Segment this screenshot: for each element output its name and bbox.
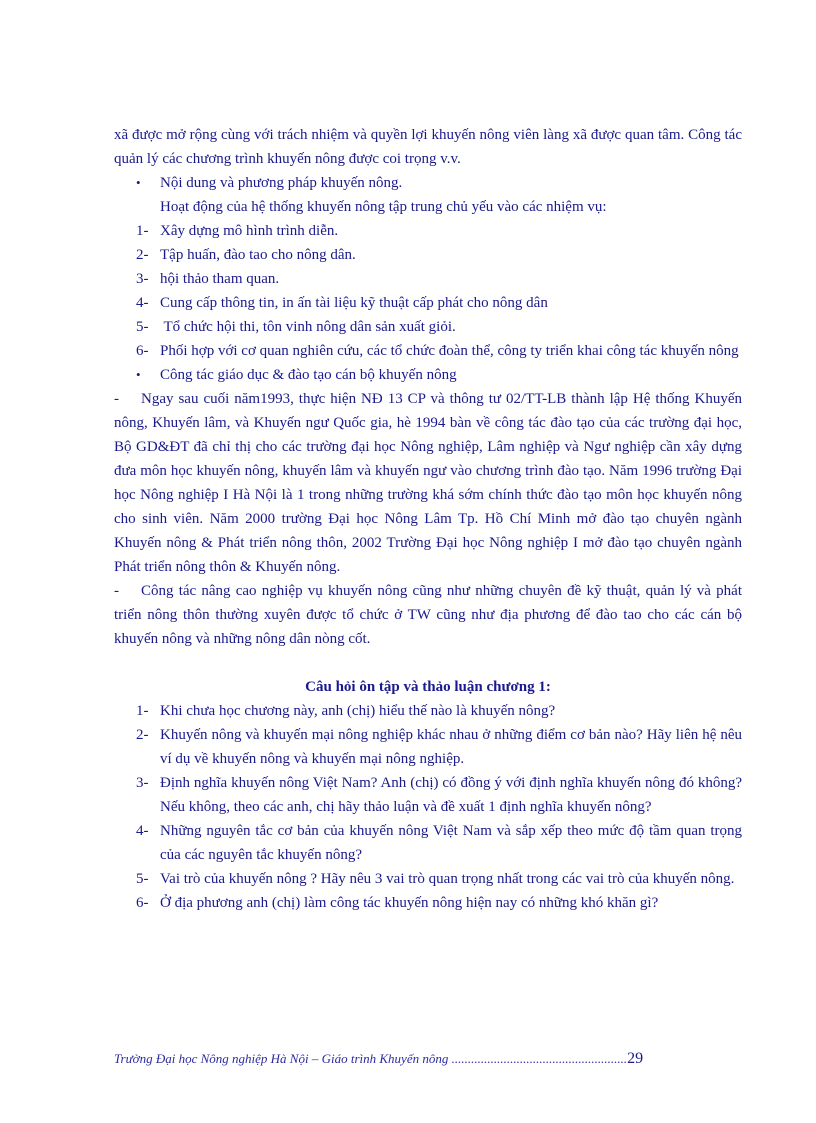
intro-paragraph: xã được mở rộng cùng với trách nhiệm và quyền lợi khuyến nông viên làng xã được quan tâm. Công tác quản lý các chương trình khuyến nông được coi trọng v.v. [114, 127, 742, 167]
paragraph-text: Công tác nâng cao nghiệp vụ khuyến nông cũng như những chuyên đề kỹ thuật, quản lý và phát triển nông thôn thường xuyên được tổ chức ở TW cũng như địa phương để đào tao cho các cán bộ khuyến nông và những nông dân nòng cốt. [114, 583, 742, 647]
paragraph-text: Ngay sau cuối năm1993, thực hiện NĐ 13 CP và thông tư 02/TT-LB thành lập Hệ thống Khuyến nông, Khuyến lâm, và Khuyến ngư Quốc gia, hè 1994 bàn về công tác đào tạo của các trường đại học, Bộ GD&ĐT đã chỉ thị cho các trường đại học Nông nghiệp, Lâm nghiệp và Ngư nghiệp cần xây dựng đưa môn học khuyến nông, khuyến lâm và khuyến ngư vào chương trình đào tạo. Năm 1996 trường Đại học Nông nghiệp I Hà Nội là 1 trong những trường khá sớm chính thức đào tạo môn học khuyến nông cho sinh viên. Năm 2000 trường Đại học Nông Lâm Tp. Hồ Chí Minh mở đào tạo chuyên ngành Khuyến nông & Phát triển nông thôn, 2002 Trường Đại học Nông nghiệp I mở đào tạo chuyên ngành Phát triển nông thôn & Khuyến nông. [114, 391, 742, 575]
page-content [114, 123, 742, 915]
bullet-item [114, 171, 742, 195]
question-item [114, 699, 742, 723]
question-number: 6- [136, 895, 149, 911]
question-text: Định nghĩa khuyến nông Việt Nam? Anh (chị) có đồng ý với định nghĩa khuyến nông đó không? Nếu không, theo các anh, chị hãy thảo luận và đề xuất 1 định nghĩa khuyến nông? [160, 775, 742, 815]
question-number: 5- [136, 871, 149, 887]
bullet-icon: • [136, 175, 141, 190]
dash-marker: - [114, 583, 119, 599]
list-item [114, 267, 742, 291]
training-paragraph [114, 387, 742, 579]
question-number: 1- [136, 703, 149, 719]
skills-paragraph [114, 579, 742, 651]
list-number: 1- [136, 223, 149, 239]
list-number: 3- [136, 271, 149, 287]
question-number: 4- [136, 823, 149, 839]
list-text: Phối hợp với cơ quan nghiên cứu, các tổ chức đoàn thể, công ty triển khai công tác khuyến nông [160, 343, 739, 359]
question-item [114, 891, 742, 915]
dash-marker: - [114, 391, 119, 407]
question-text: Vai trò của khuyến nông ? Hãy nêu 3 vai trò quan trọng nhất trong các vai trò của khuyến nông. [160, 871, 735, 887]
footer-text: Trường Đại học Nông nghiệp Hà Nội – Giáo trình Khuyến nông ...................................................... [114, 1051, 628, 1066]
list-item [114, 243, 742, 267]
bullet-text: Nội dung và phương pháp khuyến nông. [160, 175, 403, 191]
list-text: Tập huấn, đào tao cho nông dân. [160, 247, 356, 263]
question-item [114, 819, 742, 867]
list-text: Tổ chức hội thi, tôn vinh nông dân sản xuất giỏi. [160, 319, 456, 335]
bullet-subtext: Hoạt động của hệ thống khuyến nông tập trung chủ yếu vào các nhiệm vụ: [160, 199, 607, 215]
section-heading: Câu hỏi ôn tập và thảo luận chương 1: [305, 679, 551, 695]
question-item [114, 771, 742, 819]
page-number: 29 [627, 1050, 644, 1067]
list-number: 4- [136, 295, 149, 311]
question-text: Khi chưa học chương này, anh (chị) hiểu thế nào là khuyến nông? [160, 703, 556, 719]
bullet-text: Công tác giáo dục & đào tạo cán bộ khuyến nông [160, 367, 457, 383]
list-number: 5- [136, 319, 149, 335]
list-number: 2- [136, 247, 149, 263]
list-item [114, 219, 742, 243]
question-text: Ở địa phương anh (chị) làm công tác khuyến nông hiện nay có những khó khăn gì? [160, 895, 659, 911]
list-item [114, 291, 742, 315]
question-number: 3- [136, 775, 149, 791]
list-text: Cung cấp thông tin, in ấn tài liệu kỹ thuật cấp phát cho nông dân [160, 295, 548, 311]
page-footer [114, 1050, 694, 1068]
bullet-item [114, 363, 742, 387]
question-item [114, 723, 742, 771]
list-number: 6- [136, 343, 149, 359]
question-number: 2- [136, 727, 149, 743]
list-text: hội thảo tham quan. [160, 271, 280, 287]
bullet-icon: • [136, 367, 141, 382]
question-text: Những nguyên tắc cơ bản của khuyến nông Việt Nam và sắp xếp theo mức độ tầm quan trọng của các nguyên tắc khuyến nông? [160, 823, 742, 863]
question-text: Khuyến nông và khuyến mại nông nghiệp khác nhau ở những điểm cơ bản nào? Hãy liên hệ nêu ví dụ về khuyến nông và khuyến mại nông nghiệp. [160, 727, 742, 767]
list-text: Xây dựng mô hình trình diễn. [160, 223, 339, 239]
question-item [114, 867, 742, 891]
list-item [114, 315, 742, 339]
list-item [114, 339, 742, 363]
